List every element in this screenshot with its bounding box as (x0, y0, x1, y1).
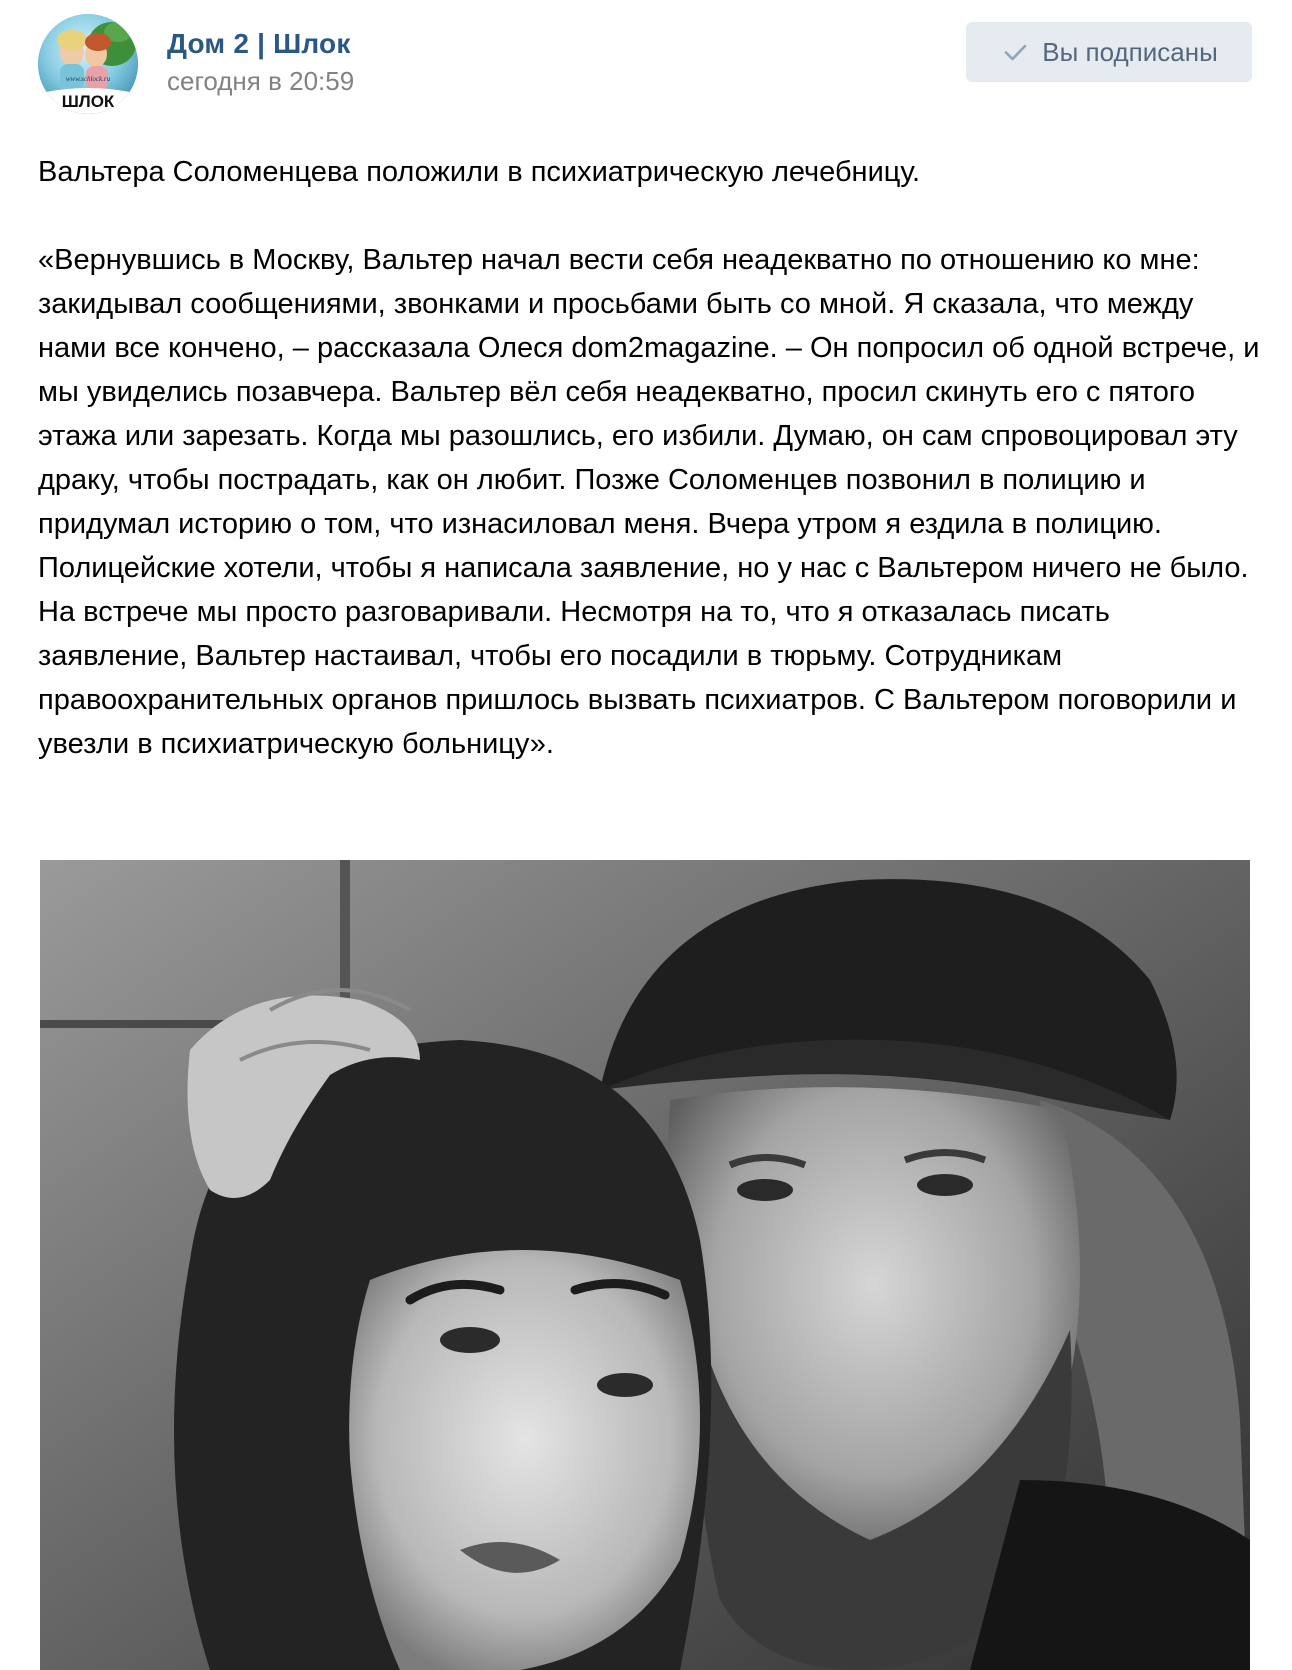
subscribed-button[interactable] (966, 22, 1252, 82)
check-icon (1000, 37, 1030, 67)
photo-image (40, 860, 1250, 1670)
avatar-image (38, 14, 138, 114)
post-headline: Вальтера Соломенцева положили в психиатрическую лечебницу. (38, 156, 921, 188)
post-photo[interactable] (40, 860, 1250, 1670)
avatar-logo-text: ШЛОК (61, 92, 115, 111)
post-date[interactable]: сегодня в 20:59 (167, 66, 355, 96)
avatar-url-text: www.schlock.ru (65, 75, 111, 83)
paragraph-gap (38, 194, 1263, 238)
subscribed-button-label: Вы подписаны (1042, 36, 1218, 67)
author-name-link[interactable]: Дом 2 | Шлок (167, 28, 351, 59)
post-text (38, 150, 1263, 766)
post-header (0, 0, 1292, 130)
post-body: «Вернувшись в Москву, Вальтер начал вести себя неадекватно по отношению ко мне: закидывал сообщениями, звонками и просьбами быть со мной. Я сказала, что между нами все кончено, – рассказала Олеся dom2magazine. – Он попросил об одной встрече, и мы увиделись позавчера. Вальтер вёл себя неадекватно, просил скинуть его с пятого этажа или зарезать. Когда мы разошлись, его избили. Думаю, он сам спровоцировал эту драку, чтобы пострадать, как он любит. Позже Соломенцев позвонил в полицию и придумал историю о том, что изнасиловал меня. Вчера утром я ездила в полицию. Полицейские хотели, чтобы я написала заявление, но у нас с Вальтером ничего не было. На встрече мы просто разговаривали. Несмотря на то, что я отказалась писать заявление, Вальтер настаивал, чтобы его посадили в тюрьму. Сотрудникам правоохранительных органов пришлось вызвать психиатров. С Вальтером поговорили и увезли в психиатрическую больницу». (38, 244, 1260, 760)
community-avatar[interactable] (38, 14, 138, 114)
